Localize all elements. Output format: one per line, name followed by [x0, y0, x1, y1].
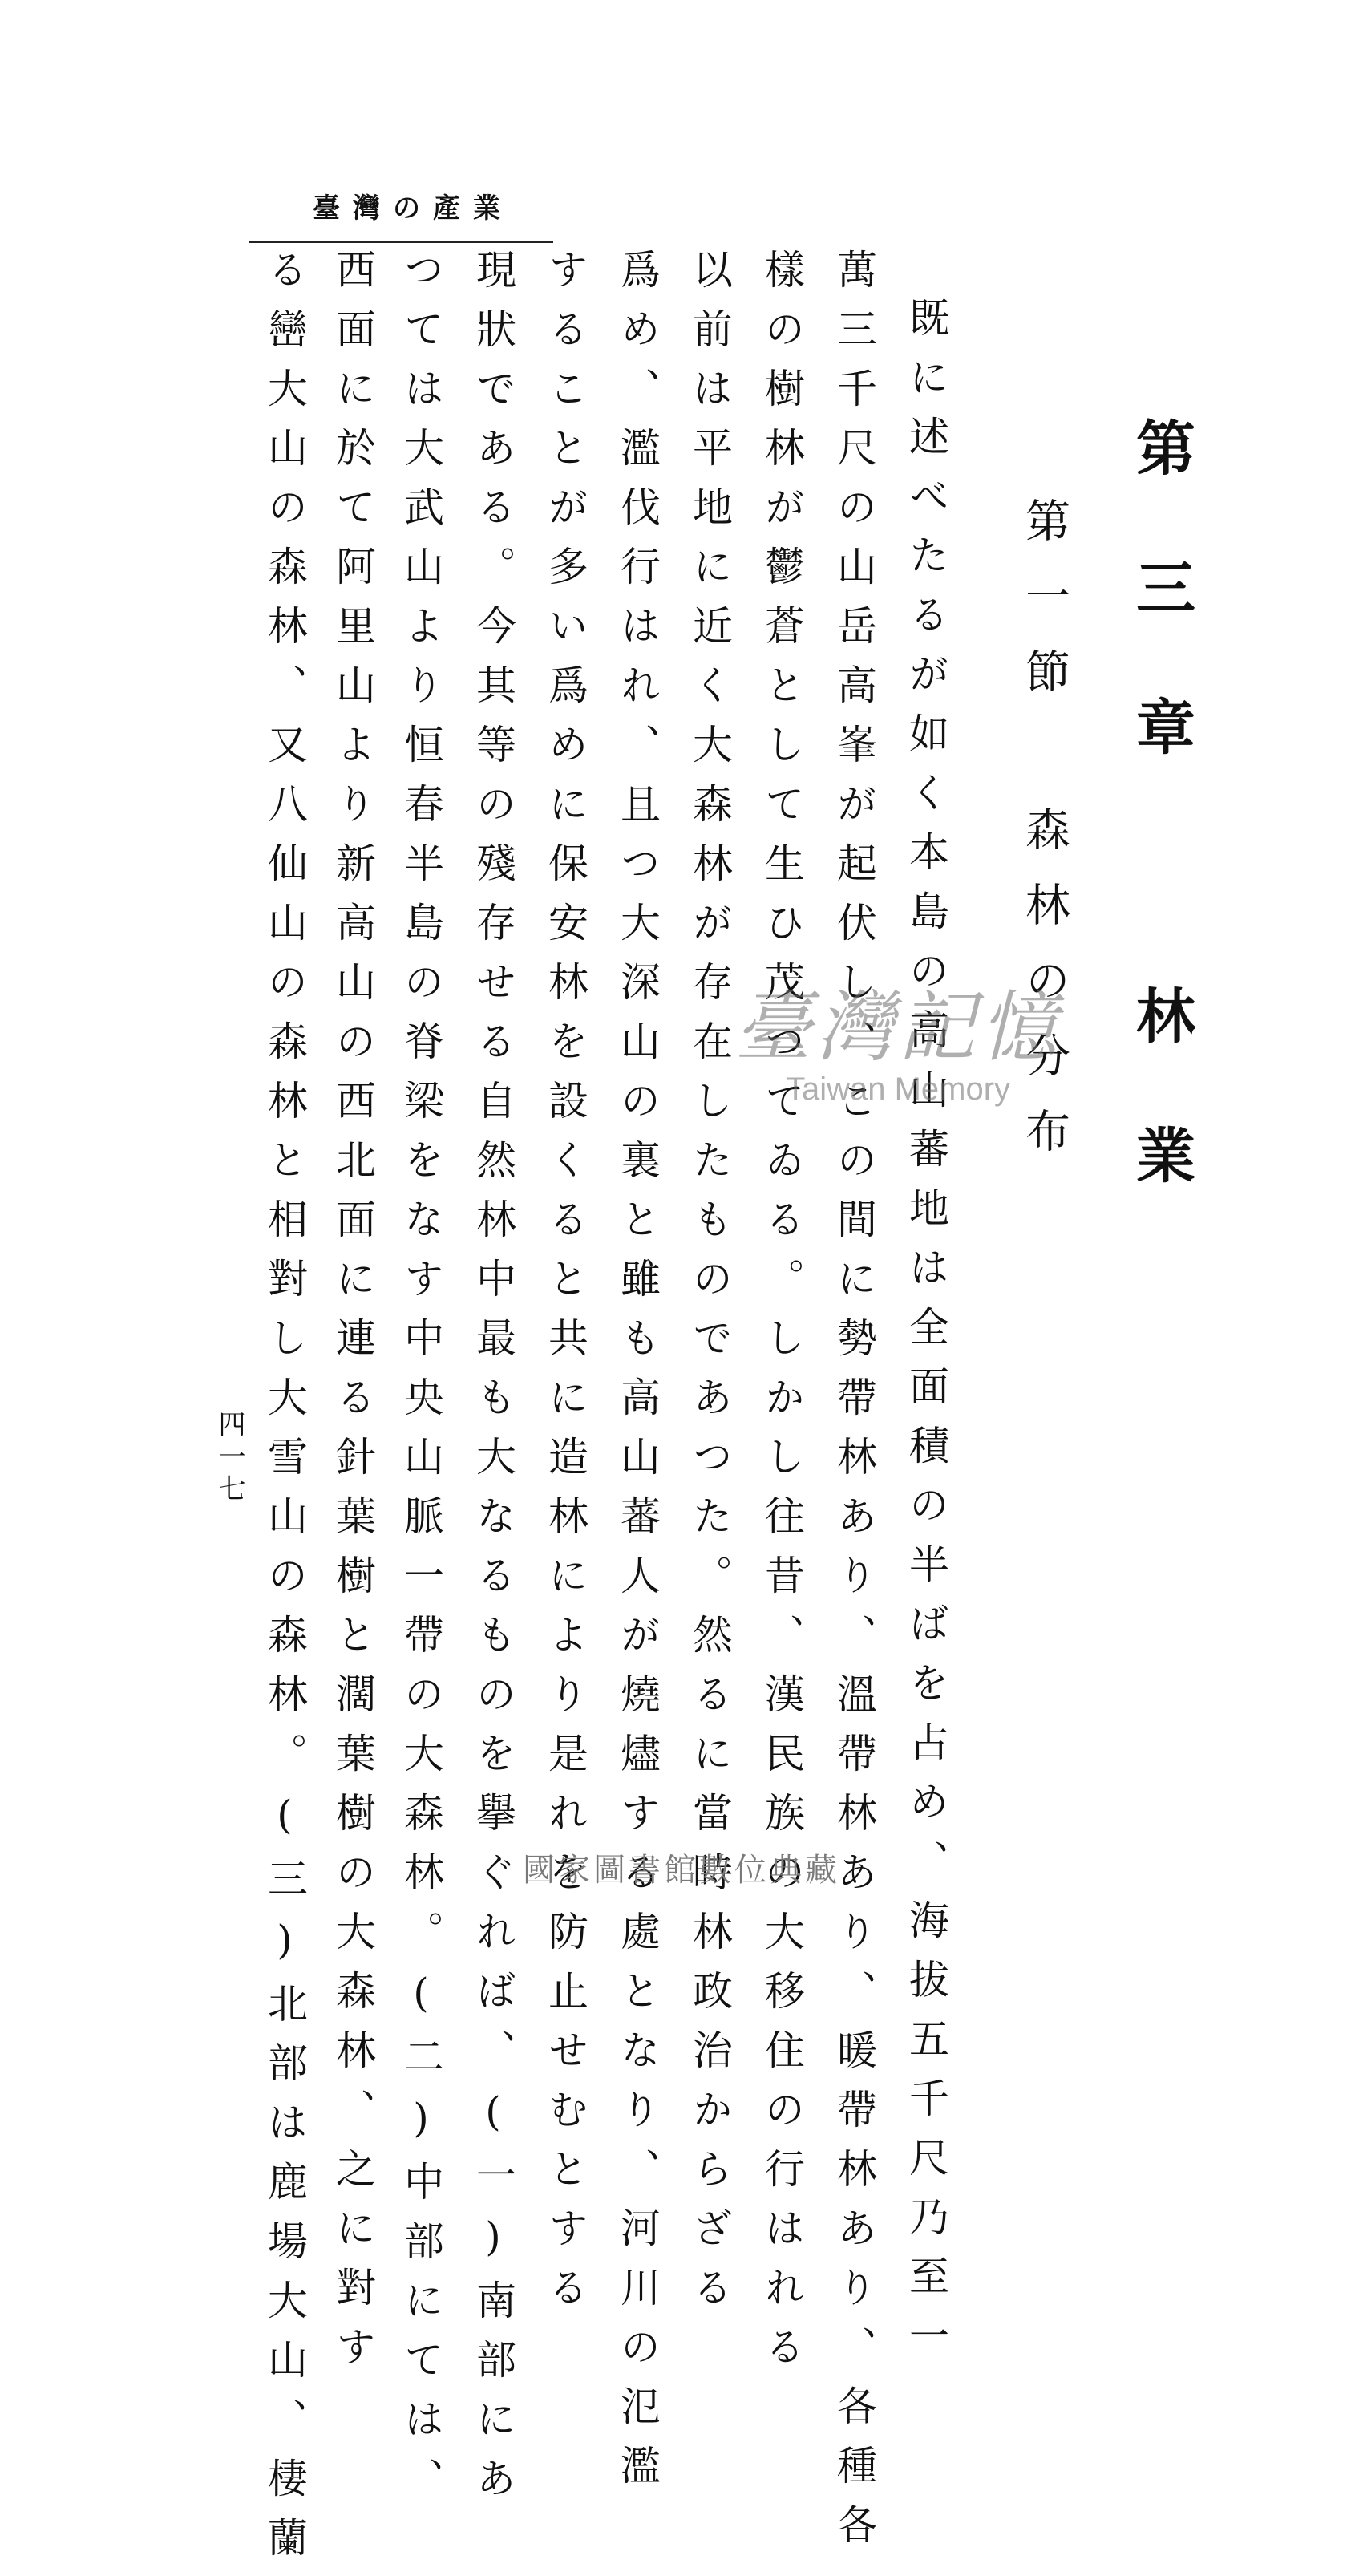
watermark-text: 臺灣記憶 — [734, 982, 1062, 1072]
body-column: 爲め、濫伐行はれ、且つ大深山の裏と雖も高山蕃人が燒燼する處となり、河川の氾濫 — [614, 249, 661, 2504]
body-column: 西面に於て阿里山より新高山の西北面に連る針葉樹と濶葉樹の大森林、之に對す — [330, 249, 376, 2385]
running-header: 臺灣の產業 — [313, 192, 513, 225]
header-rule — [249, 241, 553, 243]
watermark — [690, 966, 1106, 1127]
page-number: 四一七 — [213, 1410, 245, 1506]
body-column: 現狀である。今其等の殘存せる自然林中最も大なるものを擧ぐれば、(一)南部にあ — [470, 249, 516, 2517]
body-column: 既に述べたるが如く本島の高山蕃地は全面積の半ばを占め、海拔五千尺乃至一 — [903, 297, 949, 2374]
body-column: 萬三千尺の山岳高峯が起伏し、この間に勢帶林あり、溫帶林あり、暖帶林あり、各種各 — [831, 249, 877, 2563]
chapter-title: 第三章 林業 — [1126, 417, 1195, 1264]
body-column: る巒大山の森林、又八仙山の森林と相對し大雪山の森林。(三)北部は鹿場大山、棲蘭 — [261, 249, 308, 2576]
body-column: つては大武山より恒春半島の脊梁をなす中央山脈一帶の大森林。(二)中部にては、 — [398, 249, 444, 2517]
section-title: 第一節 森林の分布 — [1018, 497, 1070, 1183]
body-column: 樣の樹林が鬱蒼として生ひ茂つてゐる。しかし往昔、漢民族の大移住の行はれる — [758, 249, 805, 2385]
footer-credit: 國家圖書館數位典藏 — [523, 1852, 840, 1889]
watermark-subtext: Taiwan Memory — [785, 1071, 1011, 1107]
body-column: 以前は平地に近く大森林が存在したものであつた。然るに當時林政治からざる — [686, 249, 733, 2326]
body-column: することが多い爲めに保安林を設くると共に造林により是れを防止せむとする — [542, 249, 588, 2326]
